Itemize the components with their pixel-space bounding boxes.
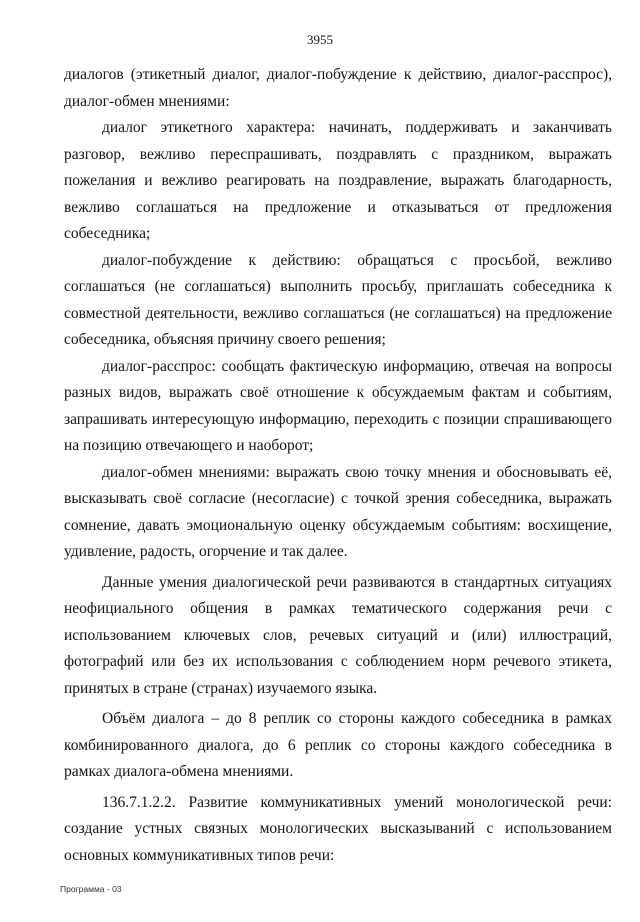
paragraph-inquiry-dialog: диалог-расспрос: сообщать фактическую информацию, отвечая на вопросы разных видов, выражать своё отношение к обсуждаемым фактам и событиям, запрашивать интересующую информацию, переходить с позиции спрашивающего на позицию отвечающего и наоборот; xyxy=(64,357,612,454)
paragraph-dialog-volume: Объём диалога – до 8 реплик со стороны каждого собеседника в рамках комбинированного диалога, до 6 реплик со стороны каждого собеседника в рамках диалога-обмена мнениями. xyxy=(64,710,612,780)
paragraph-monologic-speech: 136.7.1.2.2. Развитие коммуникативных умений монологической речи: создание устных связных монологических высказываний с использованием основных коммуникативных типов речи: xyxy=(64,793,612,864)
paragraph-dialog-types: диалогов (этикетный диалог, диалог-побуждение к действию, диалог-расспрос), диалог-обмен мнениями: xyxy=(64,66,612,110)
page-number: 3955 xyxy=(307,32,333,47)
body-text xyxy=(64,62,612,869)
paragraph-incentive-dialog: диалог-побуждение к действию: обращаться с просьбой, вежливо соглашаться (не соглашаться) выполнить просьбу, приглашать собеседника к совместной деятельности, вежливо соглашаться (не соглашаться) на предложение собеседника, объясняя причину своего решения; xyxy=(64,251,612,348)
paragraph-dialogic-skills: Данные умения диалогической речи развиваются в стандартных ситуациях неофициального общения в рамках тематического содержания речи с использованием ключевых слов, речевых ситуаций и (или) иллюстраций, фотографий или без их использования с соблюдением норм речевого этикета, принятых в стране (странах) изучаемого языка. xyxy=(64,573,612,697)
paragraph-etiquette-dialog: диалог этикетного характера: начинать, поддерживать и заканчивать разговор, вежливо переспрашивать, поздравлять с праздником, выражать пожелания и вежливо реагировать на поздравление, выражать благодарность, вежливо соглашаться на предложение и отказываться от предложения собеседника; xyxy=(64,119,612,242)
paragraph-opinion-exchange-dialog: диалог-обмен мнениями: выражать свою точку мнения и обосновывать её, высказывать своё согласие (несогласие) с точкой зрения собеседника, выражать сомнение, давать эмоциональную оценку обсуждаемым событиям: восхищение, удивление, радость, огорчение и так далее. xyxy=(64,463,612,560)
footer-program-label: Программа - 03 xyxy=(60,884,122,894)
